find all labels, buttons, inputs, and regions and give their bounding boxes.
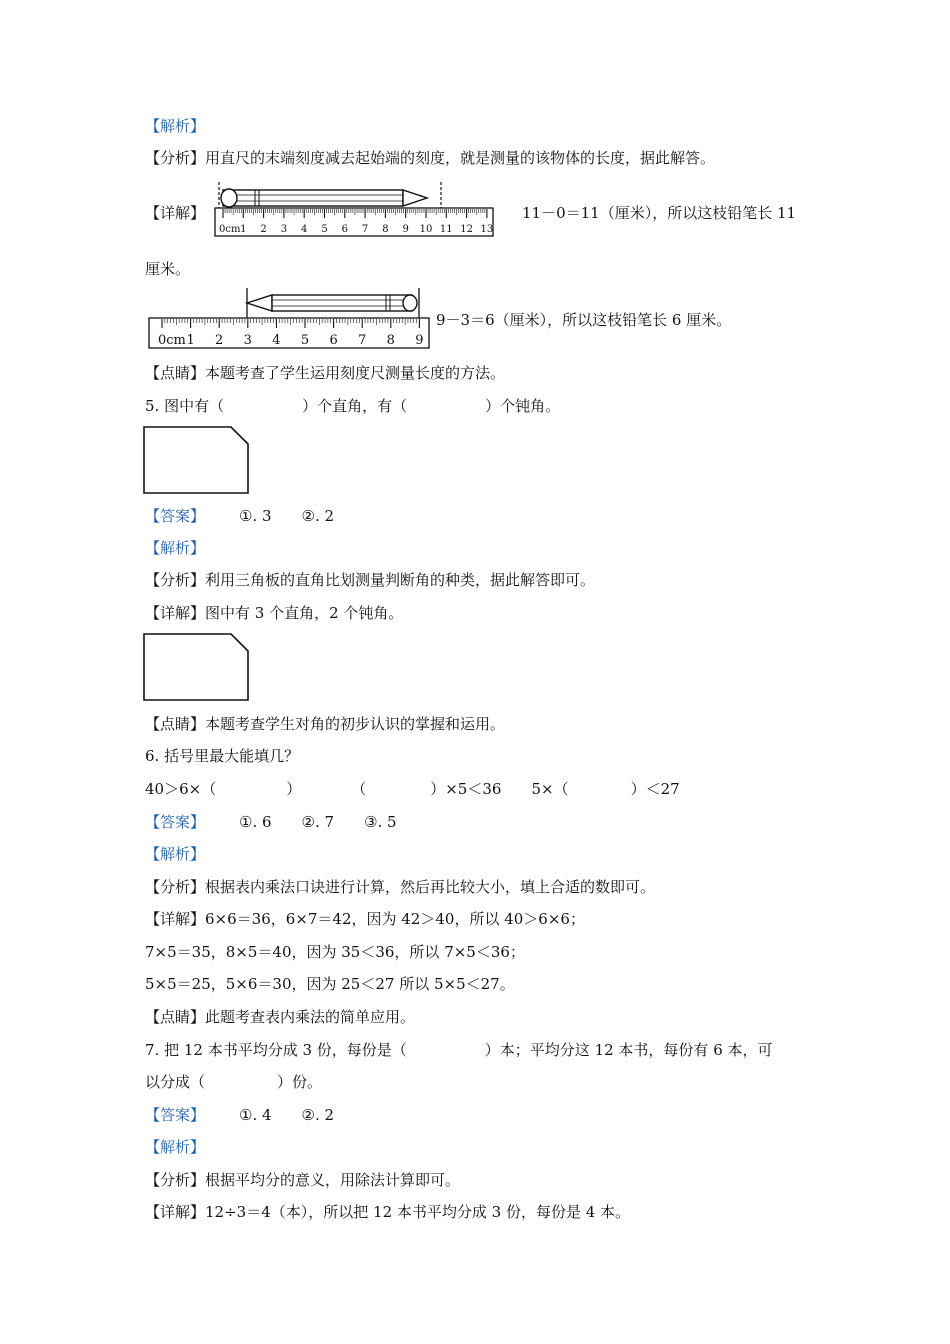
q6-xiangjie-1 [145, 908, 585, 930]
ruler-tick-label: 1 [186, 333, 195, 348]
ruler-tick-label: 10 [419, 224, 433, 235]
ruler-pencil-figure-1 [213, 180, 498, 238]
ruler-tick-label: 9 [415, 333, 424, 348]
ruler-tick-label: 0cm [158, 333, 186, 348]
dianjing-label: 【点睛】 [145, 364, 206, 382]
q4-calc1-cont: 厘米。 [145, 260, 191, 278]
jiexi-label: 【解析】 [145, 1138, 206, 1156]
fenxi-label: 【分析】 [145, 1171, 206, 1189]
q4-xiangjie-label: 【详解】 [145, 204, 206, 222]
dianjing-label: 【点睛】 [145, 1008, 206, 1026]
q6-expr-c2: ）＜27 [630, 780, 680, 798]
q7-text-a: 7. 把 12 本书平均分成 3 份，每份是（ [145, 1041, 407, 1059]
q7-question-line-2 [145, 1071, 322, 1093]
xiangjie-label: 【详解】 [145, 910, 206, 928]
q7-xiangjie-text: 12÷3＝4（本），所以把 12 本书平均分成 3 份，每份是 4 本。 [205, 1203, 631, 1221]
ruler-tick-label: 7 [358, 333, 367, 348]
q5-answer-1: ①. 3 [239, 507, 272, 525]
q4-dianjing [145, 362, 505, 384]
q7-xiangjie [145, 1201, 630, 1223]
fenxi-label: 【分析】 [145, 571, 206, 589]
q7-text-b: ）本；平均分这 12 本书，每份有 6 本，可 [484, 1041, 773, 1059]
q4-fenxi-text: 用直尺的末端刻度减去起始端的刻度，就是测量的该物体的长度，据此解答。 [205, 149, 716, 167]
ruler-pencil-figure-2 [148, 288, 433, 350]
q4-calc2: 9－3＝6（厘米），所以这枝铅笔长 6 厘米。 [436, 311, 732, 329]
q5-xiangjie [145, 602, 403, 624]
q7-text-d: ）份。 [277, 1073, 323, 1091]
q7-question-line-1 [145, 1039, 773, 1061]
q6-expressions [145, 778, 680, 800]
q5-dianjing [145, 713, 505, 735]
pentagon-figure-2 [143, 633, 251, 703]
jiexi-label: 【解析】 [145, 539, 206, 557]
q4-calc1: 11－0＝11（厘米），所以这枝铅笔长 11 [522, 204, 797, 222]
q6-fenxi-text: 根据表内乘法口诀进行计算，然后再比较大小，填上合适的数即可。 [205, 878, 656, 896]
q5-text-b: ）个直角，有（ [302, 397, 408, 415]
ruler-tick-label: 6 [329, 333, 338, 348]
xiangjie-label: 【详解】 [145, 604, 206, 622]
daan-label: 【答案】 [145, 1106, 206, 1124]
q5-fenxi [145, 569, 595, 591]
jiexi-label: 【解析】 [145, 845, 206, 863]
ruler-tick-label: 4 [272, 333, 281, 348]
q6-xiangjie-2: 7×5＝35，8×5＝40，因为 35＜36，所以 7×5＜36； [145, 943, 525, 961]
q5-text-c: ）个钝角。 [485, 397, 561, 415]
q6-dianjing [145, 1006, 415, 1028]
q6-answer-1: ①. 6 [239, 813, 272, 831]
ruler-tick-label: 5 [321, 224, 328, 235]
q7-text-c: 以分成（ [145, 1073, 206, 1091]
q6-expr-a2: ） [286, 780, 302, 798]
daan-label: 【答案】 [145, 507, 206, 525]
ruler-tick-label: 3 [243, 333, 252, 348]
q7-fenxi [145, 1169, 460, 1191]
ruler-tick-label: 2 [215, 333, 224, 348]
q5-answer [145, 505, 334, 527]
ruler-tick-label: 8 [382, 224, 389, 235]
fenxi-label: 【分析】 [145, 878, 206, 896]
ruler-tick-label: 5 [300, 333, 310, 348]
q6-answer-2: ②. 7 [301, 813, 335, 831]
ruler-tick-label: 3 [280, 224, 288, 235]
ruler-tick-label: 0cm [219, 224, 241, 235]
ruler-tick-label: 13 [480, 224, 494, 235]
ruler-tick-label: 6 [341, 224, 348, 235]
q5-text-a: 5. 图中有（ [145, 397, 225, 415]
q6-expr-b1: （ [351, 780, 367, 798]
q6-fenxi [145, 876, 655, 898]
ruler-tick-label: 2 [260, 224, 267, 235]
pentagon-figure-1 [143, 426, 251, 496]
q5-question [145, 395, 560, 417]
dianjing-label: 【点睛】 [145, 715, 206, 733]
q7-answer [145, 1104, 334, 1126]
q4-fenxi [145, 147, 715, 169]
q5-xiangjie-text: 图中有 3 个直角，2 个钝角。 [205, 604, 404, 622]
ruler-tick-label: 1 [240, 224, 247, 235]
q5-fenxi-text: 利用三角板的直角比划测量判断角的种类，据此解答即可。 [205, 571, 596, 589]
xiangjie-label: 【详解】 [145, 1203, 206, 1221]
q5-dianjing-text: 本题考查学生对角的初步认识的掌握和运用。 [205, 715, 506, 733]
q6-dianjing-text: 此题考查表内乘法的简单应用。 [205, 1008, 416, 1026]
ruler-tick-label: 9 [402, 224, 409, 235]
q7-answer-2: ②. 2 [301, 1106, 335, 1124]
ruler-tick-label: 11 [439, 224, 453, 235]
q6-answer [145, 811, 397, 833]
q5-answer-2: ②. 2 [301, 507, 335, 525]
q6-expr-a1: 40＞6×（ [145, 780, 217, 798]
ruler-tick-label: 8 [386, 333, 395, 348]
q6-expr-b2: ）×5＜36 [430, 780, 502, 798]
ruler-tick-label: 7 [361, 224, 369, 235]
daan-label: 【答案】 [145, 813, 206, 831]
fenxi-label: 【分析】 [145, 149, 206, 167]
q6-expr-c1: 5×（ [531, 780, 569, 798]
q6-xiangjie-3: 5×5＝25，5×6＝30，因为 25＜27 所以 5×5＜27。 [145, 975, 515, 993]
q6-answer-3: ③. 5 [364, 813, 397, 831]
q4-dianjing-text: 本题考查了学生运用刻度尺测量长度的方法。 [205, 364, 506, 382]
pencil-1 [221, 189, 427, 207]
ruler-tick-label: 12 [460, 224, 473, 235]
pencil-2 [247, 295, 417, 311]
q6-question: 6. 括号里最大能填几？ [145, 747, 300, 765]
ruler-tick-label: 4 [301, 224, 308, 235]
q7-fenxi-text: 根据平均分的意义，用除法计算即可。 [205, 1171, 461, 1189]
q7-answer-1: ①. 4 [239, 1106, 272, 1124]
q6-xiangjie-1-text: 6×6＝36，6×7＝42，因为 42＞40，所以 40＞6×6； [205, 910, 585, 928]
jiexi-label: 【解析】 [145, 117, 206, 135]
